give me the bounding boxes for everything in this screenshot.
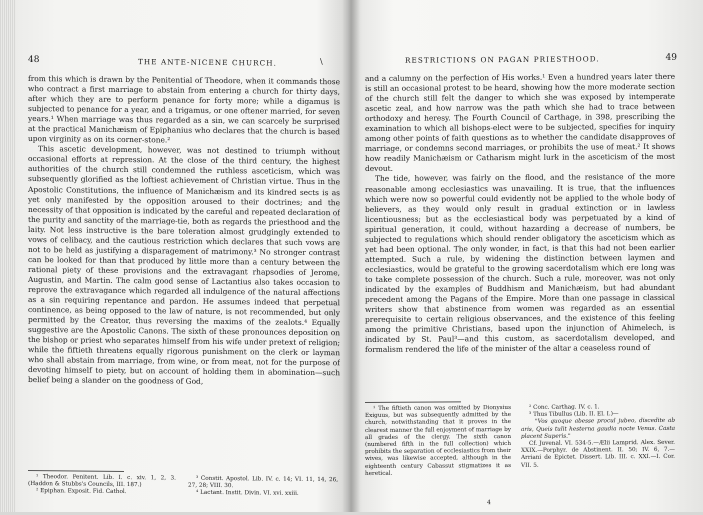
right-running-title: RESTRICTIONS ON PAGAN PRIESTHOOD.	[405, 54, 600, 65]
left-page-header	[28, 56, 340, 69]
left-header-mark: \	[320, 57, 324, 67]
right-page-header	[365, 54, 683, 66]
right-footnotes-col-1	[365, 405, 511, 478]
left-page-number: 48	[28, 55, 40, 66]
signature-mark: 4	[487, 499, 491, 507]
left-paragraph-1: from this which is drawn by the Penitential of Theodore, when it commands those who contract a first marriage to abstain from entering a church for thirty days, after which they are to perform penance for forty more; while a digamus is subjected to penance for a year, and a trigamus, or one oftener married, for seven years.¹ When marriage was thus regarded as a sin, we can scarcely be surprised at the practical Manichæism of Epiphanius who declares that the church is based upon virginity as on its corner-stone.²	[28, 74, 340, 145]
right-page-number: 49	[665, 52, 677, 63]
right-footnote-verse: "Vos quoque abesse procul jubeo, discedite ab aris, Queis tulit hesterna gaudia nocte Venus. Casta placent Superis."	[521, 418, 675, 440]
left-footnote-2: ² Epiphan. Exposit. Fid. Cathol.	[36, 488, 127, 496]
left-footnotes-col-1	[28, 474, 176, 497]
left-body-text	[28, 74, 340, 389]
right-footnote-2: ² Conc. Carthag. IV. c. 1.	[529, 404, 600, 411]
left-footnotes	[28, 474, 340, 513]
right-footnote-3: ³ Thus Tibullus (Lib. II. El. I.)—	[529, 411, 619, 419]
left-footnote-1: ¹ Theodor. Penitent. Lib. I. c. xiv. 1, 2, 3. (Haddon & Stubbs's Councils, III. 187.)	[28, 474, 176, 489]
left-running-title: THE ANTE-NICENE CHURCH.	[138, 57, 277, 68]
right-footnote-rule	[365, 401, 461, 403]
right-footnotes-col-2	[521, 404, 675, 470]
page-edges	[0, 0, 16, 512]
right-paragraph-1: and a calumny on the perfection of His works.¹ Even a hundred years later there is still an occasional protest to be heard, showing how the more moderate section of the church still felt the danger to which she was exposed by intemperate ascetic zeal, and how narrow was the path which she had to trace between orthodoxy and heresy. The Fourth Council of Carthage, in 398, prescribing the examination to which all bishops-elect were to be subjected, specifies for inquiry among other points of faith questions as to whether the candidate disapproves of marriage, or condemns second marriages, or prohibits the use of meat.² It shows how readily Manichæism or Catharism might lurk in the asceticism of the most devout.	[365, 71, 675, 174]
right-page	[365, 0, 683, 512]
left-page	[28, 0, 340, 515]
right-footnote-1: ¹ The fiftieth canon was omitted by Dionysius Exiguus, but was subsequently admitted by the church, notwithstanding that it proves in the clearest manner the full enjoyment of marriage by all grades of the clergy. The sixth canon (numbered fifth in the full collection) which prohibits the separation of ecclesiastics from their wives, was likewise accepted, although in the eighteenth century Cabassut stigmatizes it as heretical.	[365, 404, 511, 477]
right-paragraph-2: The tide, however, was fairly on the flood, and the resistance of the more reasonable among ecclesiastics was unavailing. It is true, that the influences which were now so powerful could evidently not be applied to the whole body of believers, as they would only result in gradual extinction or in lawless licentiousness; but as the ecclesiastical body was perpetuated by a kind of spiritual generation, it could, without hazarding a decrease of numbers, be subjected to regulations which should render obligatory the asceticism which as yet had been optional. The only wonder, in fact, is that this had not been earlier attempted. Such a rule, by widening the distinction between laymen and ecclesiastics, would be grateful to the growing sacerdotalism which ere long was to take complete possession of the church. Such a rule, moreover, was not only indicated by the examples of Buddhism and Manichæism, but had abundant precedent among the Pagans of the Empire. More than one passage in classical writers show that abstinence from women was regarded as an essential prerequisite to certain religious observances, and the existence of this feeling among the primitive Christians, based upon the injunction of Ahimelech, is indicated by St. Paul³—and this custom, as sacerdotalism developed, and formalism rendered the life of the minister of the altar a ceaseless round of	[365, 172, 675, 355]
left-footnote-3: ³ Constit. Apostol. Lib. IV. c. 14; VI. 11, 14, 26, 27, 28; VIII. 30.	[188, 475, 338, 490]
book-gutter	[342, 0, 360, 512]
left-footnotes-col-2	[188, 476, 338, 499]
left-footnote-rule	[28, 470, 124, 472]
right-footnote-4: Cf. Juvenal. VI. 534-5.—Ælii Lamprid. Alex. Sever. XXIX.—Porphyr. de Abstinent. II. 50; IV. 6, 7.—Arriani de Epictet. Dissert. Lib. III. c. XXI.—I. Cor. VII. 5.	[521, 439, 675, 469]
right-body-text	[365, 72, 675, 355]
left-footnote-4: ⁴ Lactant. Instit. Divin. VI. xvi. xxiii.	[196, 490, 299, 498]
right-footnotes	[365, 404, 675, 502]
left-paragraph-2: This ascetic development, however, was not destined to triumph without occasional efforts at repression. At the close of the third century, the highest authorities of the church still condemned the ruthless asceticism, which was subsequently glorified as the loftiest achievement of Christian virtue. Thus in the Apostolic Constitutions, the influence of Manichæism and its kindred sects is as yet only manifested by the opposition aroused to their doctrines; and the necessity of that opposition is indicated by the careful and repeated declaration of the purity and sanctity of the marriage-tie, both as regards the priesthood and the laity. Not less instructive is the bare toleration almost grudgingly extended to vows of celibacy, and the cautious restriction which declares that such vows are not to be held as justifying a disparagement of matrimony.³ No stronger contrast can be looked for than that produced by little more than a century between the rational piety of these provisions and the extravagant rhapsodies of Jerome, Augustin, and Martin. The calm good sense of Lactantius also takes occasion to reprove the extravagance which regarded all indulgence of the natural affections as a sin requiring repentance and pardon. He assumes indeed that perpetual continence, as being opposed to the law of nature, is not recommended, but only permitted by the Creator, thus reversing the maxims of the zealots.⁴ Equally suggestive are the Apostolic Canons. The sixth of these pronounces deposition on the bishop or priest who separates himself from his wife under pretext of religion; while the fiftieth threatens equally rigorous punishment on the clerk or layman who shall abstain from marriage, from wine, or from meat, not for the purpose of devoting himself to piety, but on account of holding them in abomination—such belief being a slander on the goodness of God,	[28, 144, 340, 387]
